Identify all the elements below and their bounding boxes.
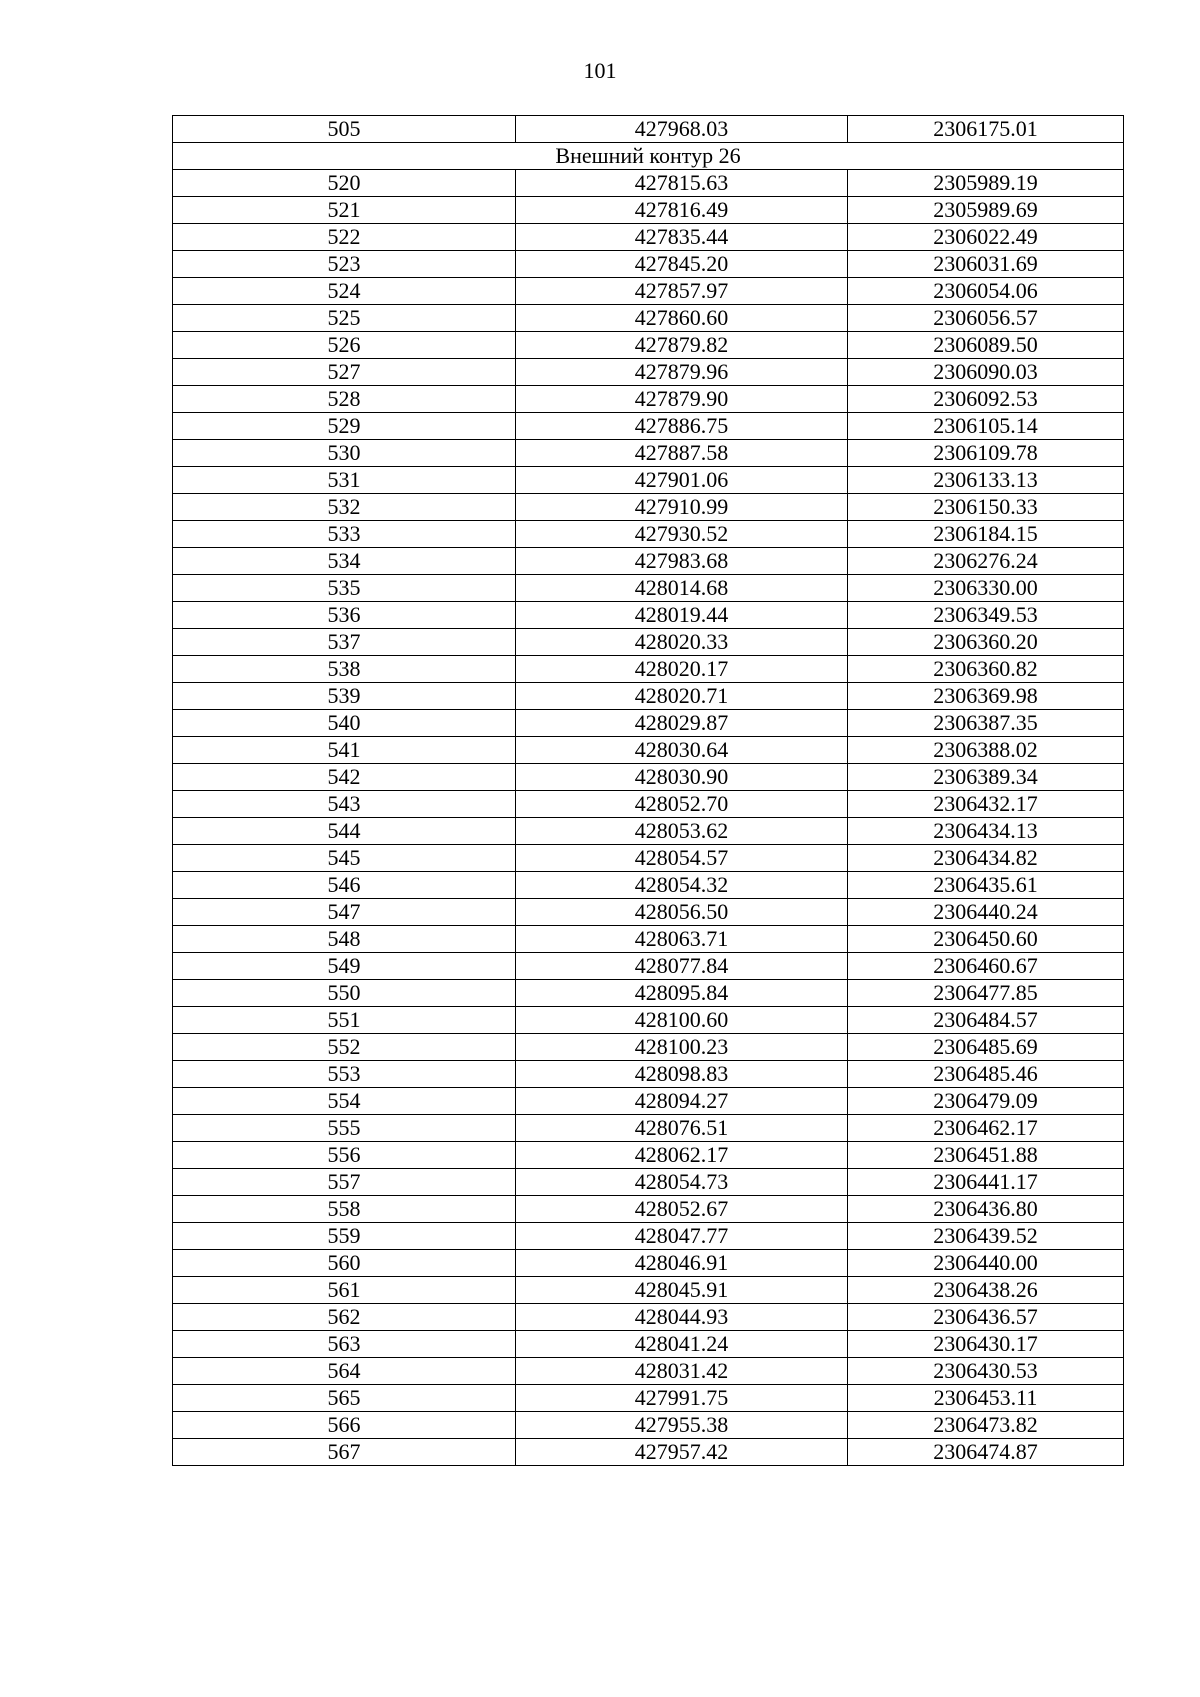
- x-coordinate-cell: 427879.90: [516, 386, 848, 413]
- x-coordinate-cell: 428014.68: [516, 575, 848, 602]
- y-coordinate-cell: 2306462.17: [848, 1115, 1124, 1142]
- point-number-cell: 553: [173, 1061, 516, 1088]
- table-row: [173, 764, 1124, 791]
- point-number-cell: 548: [173, 926, 516, 953]
- coordinates-table-body: [173, 116, 1124, 1466]
- x-coordinate-cell: 428076.51: [516, 1115, 848, 1142]
- table-row: [173, 521, 1124, 548]
- x-coordinate-cell: 428056.50: [516, 899, 848, 926]
- point-number-cell: 526: [173, 332, 516, 359]
- x-coordinate-cell: 428020.71: [516, 683, 848, 710]
- table-row: [173, 197, 1124, 224]
- y-coordinate-cell: 2306430.17: [848, 1331, 1124, 1358]
- point-number-cell: 566: [173, 1412, 516, 1439]
- section-header-cell: Внешний контур 26: [173, 143, 1124, 170]
- x-coordinate-cell: 428020.33: [516, 629, 848, 656]
- table-row: [173, 359, 1124, 386]
- y-coordinate-cell: 2306089.50: [848, 332, 1124, 359]
- point-number-cell: 552: [173, 1034, 516, 1061]
- x-coordinate-cell: 428046.91: [516, 1250, 848, 1277]
- x-coordinate-cell: 427887.58: [516, 440, 848, 467]
- y-coordinate-cell: 2305989.69: [848, 197, 1124, 224]
- table-row: [173, 980, 1124, 1007]
- table-row: [173, 1412, 1124, 1439]
- x-coordinate-cell: 427910.99: [516, 494, 848, 521]
- y-coordinate-cell: 2306054.06: [848, 278, 1124, 305]
- table-row: [173, 467, 1124, 494]
- point-number-cell: 536: [173, 602, 516, 629]
- y-coordinate-cell: 2306388.02: [848, 737, 1124, 764]
- x-coordinate-cell: 428047.77: [516, 1223, 848, 1250]
- table-row: [173, 1223, 1124, 1250]
- x-coordinate-cell: 427901.06: [516, 467, 848, 494]
- y-coordinate-cell: 2306389.34: [848, 764, 1124, 791]
- page-number: 101: [583, 58, 617, 83]
- point-number-cell: 567: [173, 1439, 516, 1466]
- point-number-cell: 557: [173, 1169, 516, 1196]
- x-coordinate-cell: 428031.42: [516, 1358, 848, 1385]
- point-number-cell: 537: [173, 629, 516, 656]
- x-coordinate-cell: 427857.97: [516, 278, 848, 305]
- table-row: [173, 1115, 1124, 1142]
- x-coordinate-cell: 428030.64: [516, 737, 848, 764]
- y-coordinate-cell: 2306430.53: [848, 1358, 1124, 1385]
- table-row: [173, 575, 1124, 602]
- point-number-cell: 541: [173, 737, 516, 764]
- x-coordinate-cell: 428095.84: [516, 980, 848, 1007]
- point-number-cell: 555: [173, 1115, 516, 1142]
- point-number-cell: 540: [173, 710, 516, 737]
- table-row: [173, 1385, 1124, 1412]
- table-row: [173, 737, 1124, 764]
- x-coordinate-cell: 427879.82: [516, 332, 848, 359]
- x-coordinate-cell: 428063.71: [516, 926, 848, 953]
- section-header-row: [173, 143, 1124, 170]
- x-coordinate-cell: 428077.84: [516, 953, 848, 980]
- table-row: [173, 629, 1124, 656]
- x-coordinate-cell: 428019.44: [516, 602, 848, 629]
- point-number-cell: 505: [173, 116, 516, 143]
- point-number-cell: 531: [173, 467, 516, 494]
- point-number-cell: 521: [173, 197, 516, 224]
- table-row: [173, 791, 1124, 818]
- table-row: [173, 602, 1124, 629]
- table-row: [173, 1034, 1124, 1061]
- point-number-cell: 530: [173, 440, 516, 467]
- point-number-cell: 539: [173, 683, 516, 710]
- x-coordinate-cell: 428020.17: [516, 656, 848, 683]
- table-row: [173, 305, 1124, 332]
- x-coordinate-cell: 427983.68: [516, 548, 848, 575]
- point-number-cell: 525: [173, 305, 516, 332]
- table-row: [173, 116, 1124, 143]
- point-number-cell: 560: [173, 1250, 516, 1277]
- x-coordinate-cell: 428100.60: [516, 1007, 848, 1034]
- point-number-cell: 542: [173, 764, 516, 791]
- table-row: [173, 1142, 1124, 1169]
- point-number-cell: 543: [173, 791, 516, 818]
- x-coordinate-cell: 427968.03: [516, 116, 848, 143]
- x-coordinate-cell: 427879.96: [516, 359, 848, 386]
- point-number-cell: 520: [173, 170, 516, 197]
- y-coordinate-cell: 2306150.33: [848, 494, 1124, 521]
- y-coordinate-cell: 2306109.78: [848, 440, 1124, 467]
- y-coordinate-cell: 2306387.35: [848, 710, 1124, 737]
- y-coordinate-cell: 2306473.82: [848, 1412, 1124, 1439]
- table-row: [173, 1358, 1124, 1385]
- table-row: [173, 899, 1124, 926]
- table-row: [173, 440, 1124, 467]
- point-number-cell: 523: [173, 251, 516, 278]
- y-coordinate-cell: 2306450.60: [848, 926, 1124, 953]
- x-coordinate-cell: 427815.63: [516, 170, 848, 197]
- y-coordinate-cell: 2306090.03: [848, 359, 1124, 386]
- y-coordinate-cell: 2306440.24: [848, 899, 1124, 926]
- x-coordinate-cell: 427860.60: [516, 305, 848, 332]
- y-coordinate-cell: 2306133.13: [848, 467, 1124, 494]
- x-coordinate-cell: 428041.24: [516, 1331, 848, 1358]
- point-number-cell: 533: [173, 521, 516, 548]
- point-number-cell: 558: [173, 1196, 516, 1223]
- point-number-cell: 546: [173, 872, 516, 899]
- x-coordinate-cell: 428054.32: [516, 872, 848, 899]
- point-number-cell: 532: [173, 494, 516, 521]
- x-coordinate-cell: 428052.67: [516, 1196, 848, 1223]
- table-row: [173, 1331, 1124, 1358]
- point-number-cell: 527: [173, 359, 516, 386]
- point-number-cell: 549: [173, 953, 516, 980]
- table-row: [173, 1196, 1124, 1223]
- x-coordinate-cell: 428094.27: [516, 1088, 848, 1115]
- y-coordinate-cell: 2306440.00: [848, 1250, 1124, 1277]
- table-row: [173, 1169, 1124, 1196]
- y-coordinate-cell: 2306022.49: [848, 224, 1124, 251]
- y-coordinate-cell: 2306441.17: [848, 1169, 1124, 1196]
- y-coordinate-cell: 2306092.53: [848, 386, 1124, 413]
- y-coordinate-cell: 2306360.20: [848, 629, 1124, 656]
- y-coordinate-cell: 2306434.13: [848, 818, 1124, 845]
- point-number-cell: 556: [173, 1142, 516, 1169]
- point-number-cell: 522: [173, 224, 516, 251]
- y-coordinate-cell: 2306434.82: [848, 845, 1124, 872]
- x-coordinate-cell: 428054.73: [516, 1169, 848, 1196]
- x-coordinate-cell: 428100.23: [516, 1034, 848, 1061]
- table-row: [173, 1061, 1124, 1088]
- point-number-cell: 554: [173, 1088, 516, 1115]
- point-number-cell: 551: [173, 1007, 516, 1034]
- table-row: [173, 1304, 1124, 1331]
- table-row: [173, 683, 1124, 710]
- y-coordinate-cell: 2306474.87: [848, 1439, 1124, 1466]
- x-coordinate-cell: 428045.91: [516, 1277, 848, 1304]
- y-coordinate-cell: 2306485.46: [848, 1061, 1124, 1088]
- table-row: [173, 332, 1124, 359]
- table-row: [173, 1277, 1124, 1304]
- coordinates-table: [172, 115, 1124, 1466]
- table-row: [173, 1007, 1124, 1034]
- table-row: [173, 656, 1124, 683]
- point-number-cell: 545: [173, 845, 516, 872]
- y-coordinate-cell: 2306105.14: [848, 413, 1124, 440]
- table-row: [173, 872, 1124, 899]
- x-coordinate-cell: 427955.38: [516, 1412, 848, 1439]
- y-coordinate-cell: 2306453.11: [848, 1385, 1124, 1412]
- y-coordinate-cell: 2306451.88: [848, 1142, 1124, 1169]
- point-number-cell: 563: [173, 1331, 516, 1358]
- x-coordinate-cell: 428052.70: [516, 791, 848, 818]
- table-row: [173, 1439, 1124, 1466]
- point-number-cell: 529: [173, 413, 516, 440]
- point-number-cell: 534: [173, 548, 516, 575]
- x-coordinate-cell: 428030.90: [516, 764, 848, 791]
- y-coordinate-cell: 2306460.67: [848, 953, 1124, 980]
- x-coordinate-cell: 428098.83: [516, 1061, 848, 1088]
- table-row: [173, 926, 1124, 953]
- y-coordinate-cell: 2305989.19: [848, 170, 1124, 197]
- x-coordinate-cell: 427845.20: [516, 251, 848, 278]
- point-number-cell: 535: [173, 575, 516, 602]
- point-number-cell: 561: [173, 1277, 516, 1304]
- point-number-cell: 562: [173, 1304, 516, 1331]
- y-coordinate-cell: 2306349.53: [848, 602, 1124, 629]
- point-number-cell: 550: [173, 980, 516, 1007]
- y-coordinate-cell: 2306360.82: [848, 656, 1124, 683]
- point-number-cell: 528: [173, 386, 516, 413]
- y-coordinate-cell: 2306439.52: [848, 1223, 1124, 1250]
- point-number-cell: 524: [173, 278, 516, 305]
- point-number-cell: 565: [173, 1385, 516, 1412]
- table-row: [173, 494, 1124, 521]
- table-row: [173, 548, 1124, 575]
- table-row: [173, 845, 1124, 872]
- table-row: [173, 170, 1124, 197]
- table-row: [173, 710, 1124, 737]
- y-coordinate-cell: 2306436.80: [848, 1196, 1124, 1223]
- table-row: [173, 1088, 1124, 1115]
- x-coordinate-cell: 427991.75: [516, 1385, 848, 1412]
- x-coordinate-cell: 428054.57: [516, 845, 848, 872]
- table-row: [173, 251, 1124, 278]
- table-row: [173, 386, 1124, 413]
- y-coordinate-cell: 2306330.00: [848, 575, 1124, 602]
- y-coordinate-cell: 2306435.61: [848, 872, 1124, 899]
- y-coordinate-cell: 2306031.69: [848, 251, 1124, 278]
- x-coordinate-cell: 427816.49: [516, 197, 848, 224]
- x-coordinate-cell: 427957.42: [516, 1439, 848, 1466]
- y-coordinate-cell: 2306369.98: [848, 683, 1124, 710]
- x-coordinate-cell: 428044.93: [516, 1304, 848, 1331]
- table-row: [173, 224, 1124, 251]
- x-coordinate-cell: 428062.17: [516, 1142, 848, 1169]
- y-coordinate-cell: 2306175.01: [848, 116, 1124, 143]
- point-number-cell: 547: [173, 899, 516, 926]
- x-coordinate-cell: 428029.87: [516, 710, 848, 737]
- x-coordinate-cell: 427886.75: [516, 413, 848, 440]
- table-row: [173, 953, 1124, 980]
- point-number-cell: 538: [173, 656, 516, 683]
- point-number-cell: 544: [173, 818, 516, 845]
- y-coordinate-cell: 2306438.26: [848, 1277, 1124, 1304]
- point-number-cell: 564: [173, 1358, 516, 1385]
- y-coordinate-cell: 2306479.09: [848, 1088, 1124, 1115]
- table-row: [173, 413, 1124, 440]
- table-row: [173, 1250, 1124, 1277]
- point-number-cell: 559: [173, 1223, 516, 1250]
- y-coordinate-cell: 2306056.57: [848, 305, 1124, 332]
- y-coordinate-cell: 2306436.57: [848, 1304, 1124, 1331]
- y-coordinate-cell: 2306477.85: [848, 980, 1124, 1007]
- table-row: [173, 278, 1124, 305]
- x-coordinate-cell: 427835.44: [516, 224, 848, 251]
- y-coordinate-cell: 2306484.57: [848, 1007, 1124, 1034]
- x-coordinate-cell: 427930.52: [516, 521, 848, 548]
- y-coordinate-cell: 2306184.15: [848, 521, 1124, 548]
- y-coordinate-cell: 2306485.69: [848, 1034, 1124, 1061]
- table-row: [173, 818, 1124, 845]
- y-coordinate-cell: 2306276.24: [848, 548, 1124, 575]
- x-coordinate-cell: 428053.62: [516, 818, 848, 845]
- y-coordinate-cell: 2306432.17: [848, 791, 1124, 818]
